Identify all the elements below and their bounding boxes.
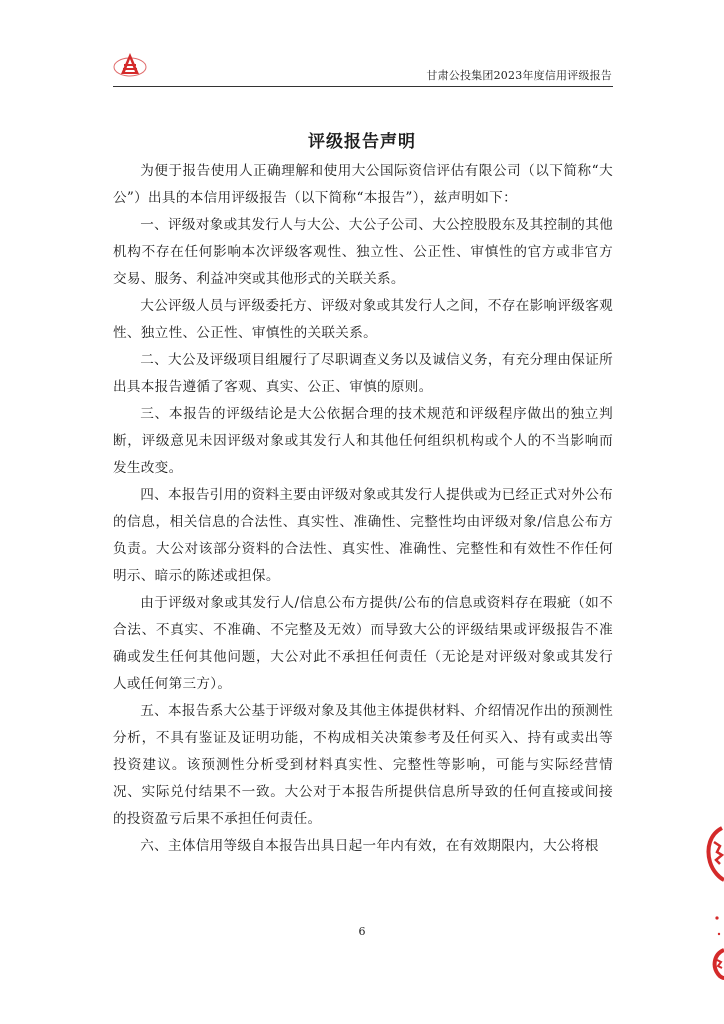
header-report-title: 甘肃公投集团2023年度信用评级报告 xyxy=(426,69,612,82)
paragraph-1: 一、评级对象或其发行人与大公、大公子公司、大公控股股东及其控制的其他机构不存在任何影响本次评级客观性、独立性、公正性、审慎性的官方或非官方交易、服务、利益冲突或其他形式的关联关系。 xyxy=(113,217,613,287)
page-number: 6 xyxy=(358,925,366,938)
paragraph-intro: 为便于报告使用人正确理解和使用大公国际资信评估有限公司（以下简称“大公”）出具的本信用评级报告（以下简称“本报告”），兹声明如下： xyxy=(113,163,613,206)
red-seal-stamp-icon xyxy=(700,822,724,982)
paragraph-4: 四、本报告引用的资料主要由评级对象或其发行人提供或为已经正式对外公布的信息，相关信息的合法性、真实性、准确性、完整性均由评级对象/信息公布方负责。大公对该部分资料的合法性、真实性、准确性、完整性和有效性不作任何明示、暗示的陈述或担保。 xyxy=(113,487,613,584)
dagong-logo-icon xyxy=(113,52,147,78)
header-divider xyxy=(113,86,613,87)
paragraph-2: 二、大公及评级项目组履行了尽职调查义务以及诚信义务，有充分理由保证所出具本报告遵循了客观、真实、公正、审慎的原则。 xyxy=(113,352,613,395)
document-title: 评级报告声明 xyxy=(308,132,416,152)
paragraph-3: 三、本报告的评级结论是大公依据合理的技术规范和评级程序做出的独立判断，评级意见未因评级对象或其发行人和其他任何组织机构或个人的不当影响而发生改变。 xyxy=(113,406,613,476)
document-body xyxy=(113,158,613,860)
paragraph-5: 五、本报告系大公基于评级对象及其他主体提供材料、介绍情况作出的预测性分析，不具有鉴证及证明功能，不构成相关决策参考及任何买入、持有或卖出等投资建议。该预测性分析受到材料真实性、完整性等影响，可能与实际经营情况、实际兑付结果不一致。大公对于本报告所提供信息所导致的任何直接或间接的投资盈亏后果不承担任何责任。 xyxy=(113,703,613,827)
paragraph-4b: 由于评级对象或其发行人/信息公布方提供/公布的信息或资料存在瑕疵（如不合法、不真实、不准确、不完整及无效）而导致大公的评级结果或评级报告不准确或发生任何其他问题，大公对此不承担任何责任（无论是对评级对象或其发行人或任何第三方）。 xyxy=(113,595,613,692)
paragraph-1b: 大公评级人员与评级委托方、评级对象或其发行人之间，不存在影响评级客观性、独立性、公正性、审慎性的关联关系。 xyxy=(113,298,613,341)
paragraph-6: 六、主体信用等级自本报告出具日起一年内有效，在有效期限内，大公将根 xyxy=(140,838,599,854)
